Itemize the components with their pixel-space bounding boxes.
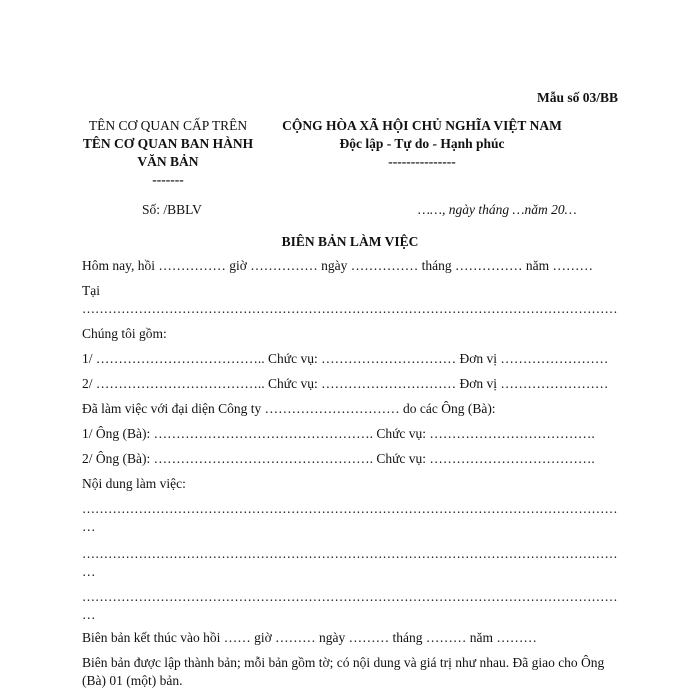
company-rep-line: Đã làm việc với đại diện Công ty ………………………… do các Ông (Bà): <box>82 401 496 416</box>
copies-line-2: (Bà) 01 (một) bản. <box>82 673 183 688</box>
content-tail-1: … <box>82 519 96 534</box>
date-line: ……, ngày tháng …năm 20… <box>418 202 577 217</box>
participants-label: Chúng tôi gồm: <box>82 326 167 341</box>
content-tail-3: … <box>82 607 96 622</box>
content-label: Nội dung làm việc: <box>82 476 186 491</box>
representative-1-line: 1/ Ông (Bà): …………………………………………. Chức vụ: ………………………………. <box>82 426 595 441</box>
participant-1-line: 1/ ……………………………….. Chức vụ: ………………………… Đơn vị …………………… <box>82 351 609 366</box>
location-label: Tại <box>82 283 100 298</box>
form-code: Mẫu số 03/BB <box>536 90 618 105</box>
meeting-end-line: Biên bản kết thúc vào hồi …… giờ ……… ngày ……… tháng ……… năm ……… <box>82 630 537 645</box>
location-dots: …………………………………………………………………………………………………………… <box>82 301 618 316</box>
representative-2-line: 2/ Ông (Bà): …………………………………………. Chức vụ: ………………………………. <box>82 451 595 466</box>
superior-agency-name: TÊN CƠ QUAN CẤP TRÊN <box>88 118 248 133</box>
content-tail-2: … <box>82 564 96 579</box>
content-dots-1: …………………………………………………………………………………………………………… <box>82 501 618 516</box>
agency-separator: ------- <box>152 172 184 187</box>
motto: Độc lập - Tự do - Hạnh phúc <box>339 136 505 151</box>
motto-separator: --------------- <box>388 154 456 169</box>
content-dots-2: …………………………………………………………………………………………………………… <box>82 546 618 561</box>
country-name: CỘNG HÒA XÃ HỘI CHỦ NGHĨA VIỆT NAM <box>282 118 562 133</box>
issuing-agency-block <box>82 117 254 189</box>
issuing-agency-name: TÊN CƠ QUAN BAN HÀNH <box>82 136 254 151</box>
page-title: BIÊN BẢN LÀM VIỆC <box>281 234 419 249</box>
copies-line-1: Biên bản được lập thành bản; mỗi bản gồm tờ; có nội dung và giá trị như nhau. Đã giao cho Ông <box>82 655 605 670</box>
content-dots-3: …………………………………………………………………………………………………………… <box>82 589 618 604</box>
issuing-agency-name-cont: VĂN BẢN <box>137 154 199 169</box>
national-motto-block <box>282 117 562 171</box>
meeting-time-line: Hôm nay, hồi …………… giờ …………… ngày …………… tháng …………… năm ……… <box>82 258 593 273</box>
document-number: Số: /BBLV <box>142 202 202 217</box>
participant-2-line: 2/ ……………………………….. Chức vụ: ………………………… Đơn vị …………………… <box>82 376 609 391</box>
